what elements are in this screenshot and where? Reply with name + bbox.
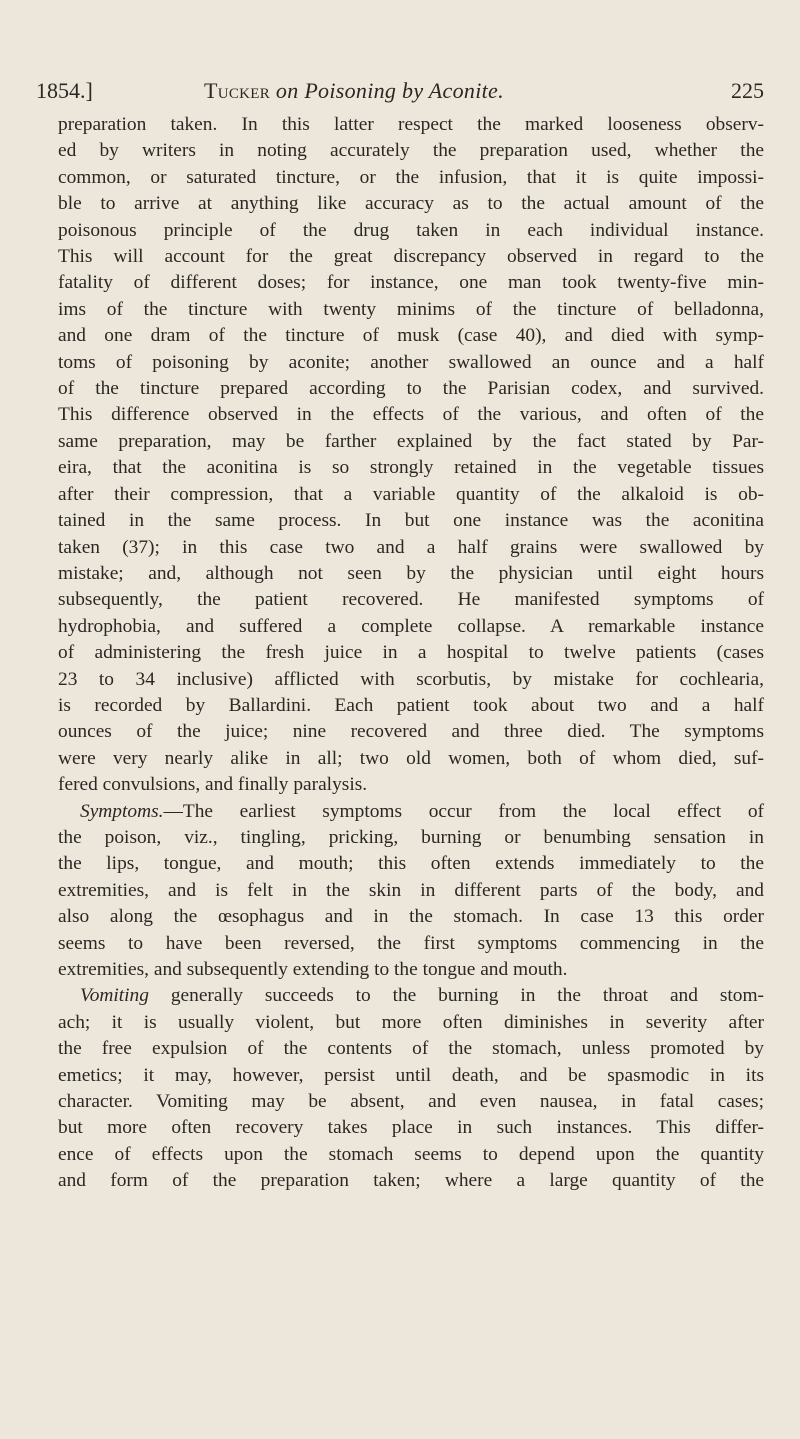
- text-line: were very nearly alike in all; two old women, both of whom died, suf-: [58, 747, 764, 769]
- text-line: fered convulsions, and finally paralysis.: [58, 774, 368, 796]
- text-line: ence of effects upon the stomach seems to depend upon the quantity: [58, 1143, 764, 1165]
- text-line: hydrophobia, and suffered a complete collapse. A remarkable instance: [58, 615, 764, 637]
- text-line: poisonous principle of the drug taken in each individual instance.: [58, 219, 764, 241]
- text-line: subsequently, the patient recovered. He manifested symptoms of: [58, 589, 764, 611]
- text-line: and one dram of the tincture of musk (case 40), and died with symp-: [58, 325, 764, 347]
- header-year: 1854.]: [36, 78, 93, 103]
- text-line: after their compression, that a variable quantity of the alkaloid is ob-: [58, 483, 764, 505]
- text-line: the lips, tongue, and mouth; this often extends immediately to the: [58, 853, 764, 875]
- text-line: is recorded by Ballardini. Each patient took about two and a half: [58, 694, 764, 716]
- text-line: toms of poisoning by aconite; another swallowed an ounce and a half: [58, 351, 764, 373]
- header-author: Tucker: [204, 78, 271, 103]
- text-line: taken (37); in this case two and a half grains were swallowed by: [58, 536, 764, 558]
- text-line-rest: generally succeeds to the burning in the throat and stom-: [148, 985, 764, 1007]
- text-line: also along the œsophagus and in the stomach. In case 13 this order: [58, 906, 764, 928]
- text-line: the free expulsion of the contents of the stomach, unless promoted by: [58, 1038, 764, 1060]
- text-line: ble to arrive at anything like accuracy as to the actual amount of the: [58, 193, 764, 215]
- text-line: mistake; and, although not seen by the physician until eight hours: [58, 562, 764, 584]
- text-line: same preparation, may be farther explained by the fact stated by Par-: [58, 430, 764, 452]
- page-number: 225: [731, 78, 764, 103]
- text-line: extremities, and subsequently extending to the tongue and mouth.: [58, 959, 568, 980]
- text-line-rest: —The earliest symptoms occur from the local effect of: [163, 800, 764, 822]
- text-line: 23 to 34 inclusive) afflicted with scorbutis, by mistake for cochlearia,: [58, 668, 764, 690]
- text-line: the poison, viz., tingling, pricking, burning or benumbing sensation in: [58, 826, 764, 848]
- header-title-text: Poisoning by Aconite.: [304, 78, 504, 103]
- text-line: tained in the same process. In but one instance was the aconitina: [58, 510, 764, 532]
- text-line: but more often recovery takes place in such instances. This differ-: [58, 1117, 764, 1139]
- text-line: seems to have been reversed, the first symptoms commencing in the: [58, 932, 764, 954]
- body-text: [58, 112, 764, 1195]
- vomiting-heading: Vomiting: [80, 985, 149, 1007]
- header-title: [204, 76, 504, 106]
- text-line: eira, that the aconitina is so strongly retained in the vegetable tissues: [58, 457, 764, 479]
- text-line: preparation taken. In this latter respect the marked looseness observ-: [58, 114, 764, 135]
- symptoms-heading: Symptoms.: [80, 800, 164, 822]
- text-line: fatality of different doses; for instance, one man took twenty-five min-: [58, 272, 764, 294]
- running-head: [36, 76, 764, 106]
- text-line: of the tincture prepared according to the Parisian codex, and survived.: [58, 378, 764, 400]
- text-line: emetics; it may, however, persist until death, and be spasmodic in its: [58, 1064, 764, 1086]
- paragraph-vomiting: [58, 983, 764, 1009]
- text-line: This difference observed in the effects of the various, and often of the: [58, 404, 764, 426]
- text-line: character. Vomiting may be absent, and even nausea, in fatal cases;: [58, 1091, 764, 1113]
- paragraph-symptoms: [58, 799, 764, 825]
- text-line: ims of the tincture with twenty minims of the tincture of belladonna,: [58, 298, 764, 320]
- text-line: ounces of the juice; nine recovered and three died. The symptoms: [58, 721, 764, 743]
- text-line: common, or saturated tincture, or the infusion, that it is quite impossi-: [58, 166, 764, 188]
- text-line: ach; it is usually violent, but more often diminishes in severity after: [58, 1011, 764, 1033]
- text-line: and form of the preparation taken; where a large quantity of the: [58, 1170, 764, 1192]
- header-title-on: on: [275, 78, 299, 103]
- text-line: extremities, and is felt in the skin in different parts of the body, and: [58, 879, 764, 901]
- text-line: ed by writers in noting accurately the preparation used, whether the: [58, 140, 764, 162]
- text-line: of administering the fresh juice in a hospital to twelve patients (cases: [58, 642, 764, 664]
- text-line: This will account for the great discrepancy observed in regard to the: [58, 246, 764, 268]
